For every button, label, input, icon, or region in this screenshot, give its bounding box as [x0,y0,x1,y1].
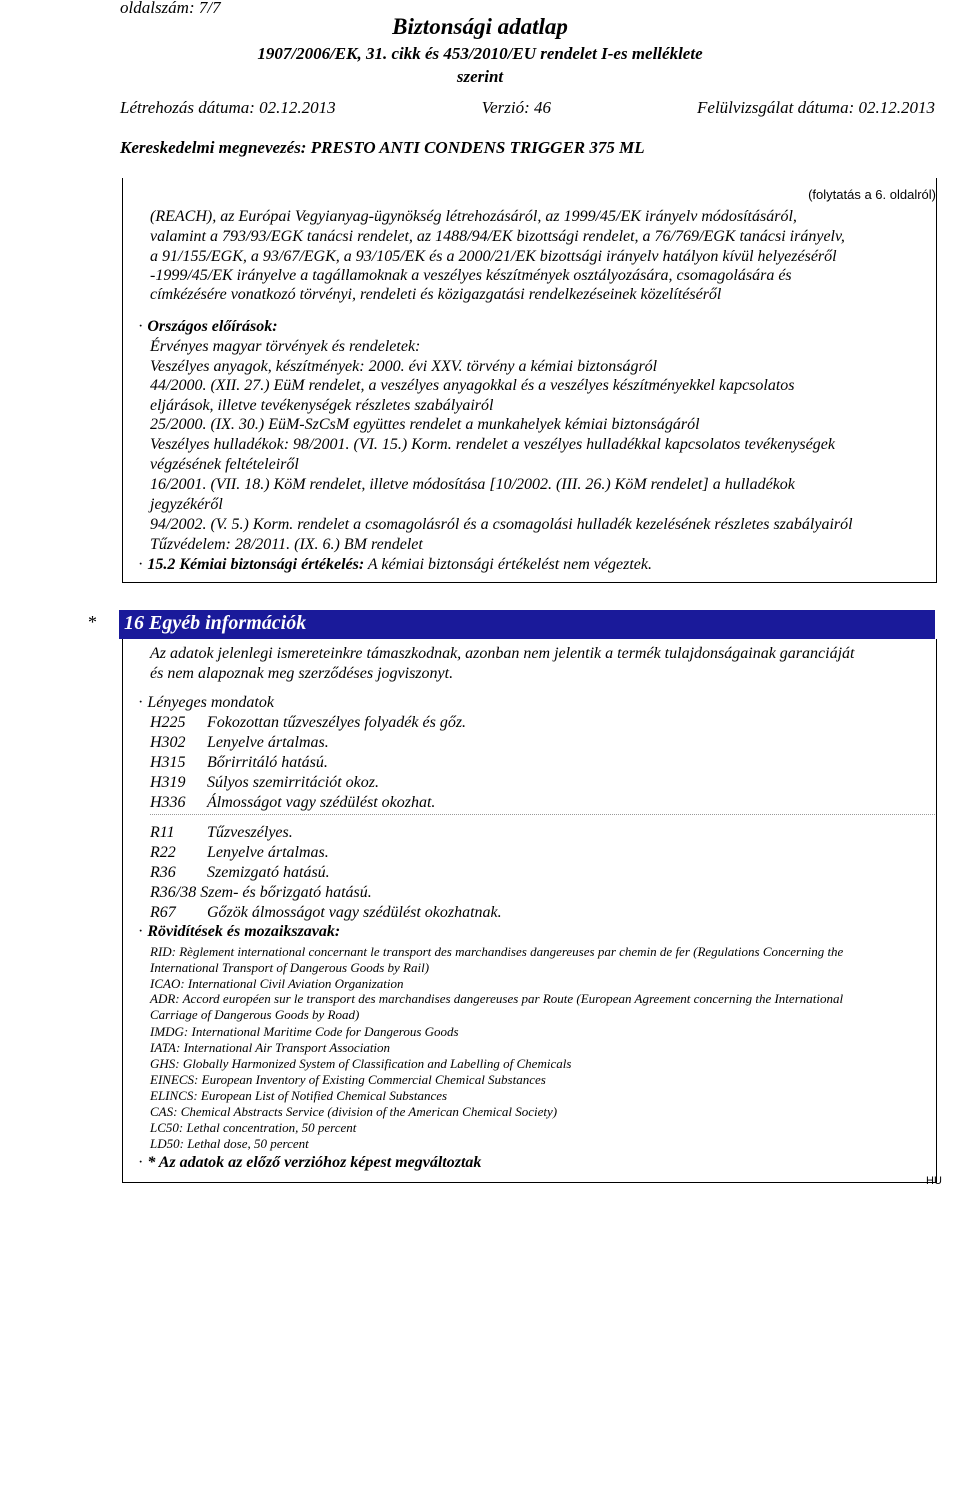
abbreviation: CAS: Chemical Abstracts Service (division of the American Chemical Society) [150,1104,558,1119]
abbreviation: ICAO: International Civil Aviation Organization [150,976,404,991]
national-line: jegyzékéről [150,496,223,513]
section-16-header [119,610,935,639]
document-title: Biztonsági adatlap [392,14,568,39]
h-phrase [150,734,329,752]
bullet: · [138,694,144,711]
h-phrase [150,714,466,732]
bullet: · [138,556,144,573]
national-line: 25/2000. (IX. 30.) EüM-SzCsM együttes rendelet a munkahelyek kémiai biztonságáról [150,416,700,433]
created-date: Létrehozás dátuma: 02.12.2013 [120,98,336,117]
language-code: HU [926,1175,942,1187]
regulatory-line: valamint a 793/93/EGK tanácsi rendelet, az 1488/94/EK bizottsági rendelet, a 76/769/EGK tanácsi irányelv, [150,228,845,245]
r-phrase [150,904,502,922]
phrase-code: H302 [150,734,186,751]
trade-name: Kereskedelmi megnevezés: PRESTO ANTI CONDENS TRIGGER 375 ML [120,138,645,157]
national-line: 44/2000. (XII. 27.) EüM rendelet, a veszélyes anyagokkal és a veszélyes készítményekkel kapcsolatos [150,377,795,394]
h-phrase [150,754,328,772]
abbreviation: RID: Règlement international concernant le transport des marchandises dangereuses par chemin de fer (Regulations Concerning the [150,944,844,959]
h-phrase [150,794,435,812]
r-phrase [150,824,293,842]
changed-marker: * [88,612,97,632]
phrase-code: H336 [150,794,186,811]
r-phrase [150,864,330,882]
phrase-code: R36/38 [150,884,197,901]
abbreviation: International Transport of Dangerous Goods by Rail) [150,960,430,975]
regulatory-line: címkézésére vonatkozó törvényi, rendeleti és közigazgatási rendelkezéseinek közelítéséről [150,286,722,303]
bullet: · [138,923,144,940]
document-subtitle-2: szerint [456,67,504,86]
phrase-text: Szem- és bőrizgató hatású. [200,884,372,901]
national-heading-text: Országos előírások: [147,318,278,335]
phrase-text: Fokozottan tűzveszélyes folyadék és gőz. [207,714,467,731]
national-line: Veszélyes hulladékok: 98/2001. (VI. 15.) Korm. rendelet a veszélyes hulladékkal kapcsolatos tevékenységek [150,436,835,453]
national-line: Veszélyes anyagok, készítmények: 2000. évi XXV. törvény a kémiai biztonságról [150,358,658,375]
regulatory-line: a 91/155/EGK, a 93/67/EGK, a 93/105/EK és a 2000/21/EK bizottsági irányelv hatályon kívül helyezéséről [150,248,837,265]
abbreviation: ELINCS: European List of Notified Chemical Substances [150,1088,448,1103]
abbreviation: ADR: Accord européen sur le transport des marchandises dangereuses par Route (European Agreement concerning the International [150,991,844,1006]
r-phrase [150,844,329,862]
phrase-code: H315 [150,754,186,771]
r-phrase [150,884,372,902]
abbreviation: IMDG: International Maritime Code for Dangerous Goods [150,1024,459,1039]
document-subtitle: 1907/2006/EK, 31. cikk és 453/2010/EU rendelet I-es melléklete [257,44,703,63]
national-line: végzésének feltételeiről [150,456,299,473]
abbr-heading-text: Rövidítések és mozaikszavak: [147,923,341,940]
phrase-text: Lenyelve ártalmas. [207,734,329,751]
abbreviation: LD50: Lethal dose, 50 percent [150,1136,309,1151]
phrase-text: Tűzveszélyes. [207,824,293,841]
phrase-text: Bőrirritáló hatású. [207,754,328,771]
changed-note [138,1154,481,1172]
disclaimer-line: és nem alapoznak meg szerződéses jogviszonyt. [150,665,454,682]
continuation-note: (folytatás a 6. oldalról) [808,187,936,202]
abbreviation: LC50: Lethal concentration, 50 percent [150,1120,357,1135]
abbreviation: GHS: Globally Harmonized System of Classification and Labelling of Chemicals [150,1056,572,1071]
abbreviation: Carriage of Dangerous Goods by Road) [150,1007,360,1022]
section-16-title: 16 Egyéb információk [124,612,307,634]
national-line: 16/2001. (VII. 18.) KöM rendelet, illetve módosítása [10/2002. (III. 26.) KöM rendelet] a hulladékok [150,476,795,493]
phrase-text: Súlyos szemirritációt okoz. [207,774,379,791]
safety-assessment-label: 15.2 Kémiai biztonsági értékelés: [147,556,365,573]
national-line: Érvényes magyar törvények és rendeletek: [150,338,421,355]
disclaimer-line: Az adatok jelenlegi ismereteinkre támaszkodnak, azonban nem jelentik a termék tulajdonságainak garanciáját [150,645,855,662]
phrase-code: R22 [150,844,176,861]
abbreviation: IATA: International Air Transport Association [150,1040,391,1055]
bullet: · [138,318,144,335]
national-line: Tűzvédelem: 28/2011. (IX. 6.) BM rendelet [150,536,423,553]
national-line: eljárások, illetve tevékenységek részletes szabályairól [150,397,494,414]
phrase-code: R36 [150,864,176,881]
revised-date: Felülvizsgálat dátuma: 02.12.2013 [697,98,935,117]
bullet: · [138,1154,144,1171]
abbreviation: EINECS: European Inventory of Existing Commercial Chemical Substances [150,1072,546,1087]
phrase-text: Álmosságot vagy szédülést okozhat. [207,794,436,811]
phrase-text: Szemizgató hatású. [207,864,330,881]
dotted-divider [150,814,935,815]
safety-assessment [138,556,652,574]
version: Verzió: 46 [481,98,552,117]
changed-note-text: * Az adatok az előző verzióhoz képest megváltoztak [147,1154,482,1171]
safety-assessment-text: A kémiai biztonsági értékelést nem végeztek. [364,556,652,573]
meta-row [120,98,935,118]
phrases-heading-text: Lényeges mondatok [147,694,274,711]
phrases-heading [138,694,274,712]
phrase-code: R67 [150,904,176,921]
abbr-heading [138,923,340,941]
h-phrase [150,774,379,792]
national-heading [138,318,278,336]
page-number: oldalszám: 7/7 [120,0,221,17]
phrase-code: R11 [150,824,175,841]
regulatory-line: -1999/45/EK irányelve a tagállamoknak a veszélyes készítmények osztályozására, csomagolására és [150,267,792,284]
phrase-text: Lenyelve ártalmas. [207,844,329,861]
regulatory-line: (REACH), az Európai Vegyianyag-ügynökség létrehozásáról, az 1999/45/EK irányelv módosításáról, [150,208,797,225]
phrase-text: Gőzök álmosságot vagy szédülést okozhatnak. [207,904,502,921]
phrase-code: H225 [150,714,186,731]
national-line: 94/2002. (V. 5.) Korm. rendelet a csomagolásról és a csomagolási hulladék kezelésének részletes szabályairól [150,516,853,533]
phrase-code: H319 [150,774,186,791]
